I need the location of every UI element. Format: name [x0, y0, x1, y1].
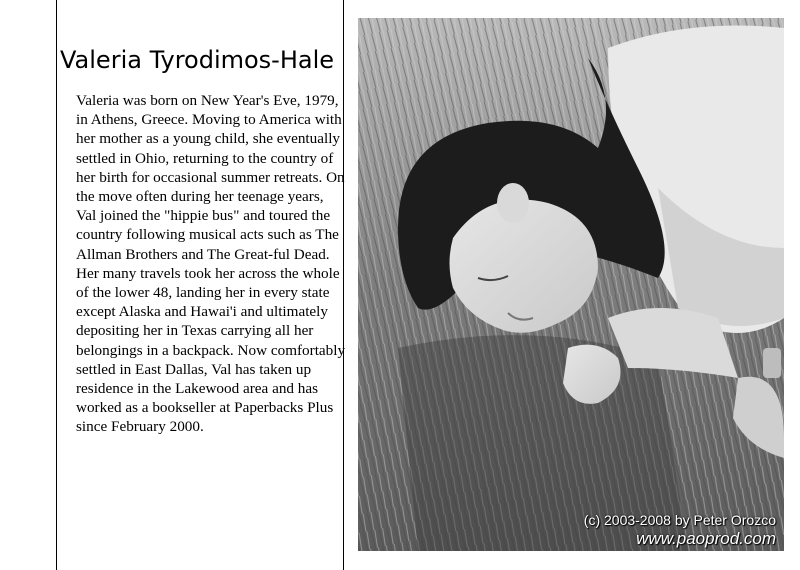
profile-bio: Valeria was born on New Year's Eve, 1979, in Athens, Greece. Moving to America with her mother as a young child, she eventually settled in Ohio, returning to the country of her birth for occasional summer retreats. On the move often during her teenage years, Val joined the "hippie bus" and toured the country following musical acts such as The Allman Brothers and The Great-ful Dead. Her many travels took her across the whole of the lower 48, landing her in every state except Alaska and Hawai'i and ultimately depositing her in Texas carrying all her belongings in a backpack. Now comfortably settled in East Dallas, Val has taken up residence in the Lakewood area and has worked as a bookseller at Paperbacks Plus since February 2000. — [76, 92, 346, 436]
profile-name: Valeria Tyrodimos-Hale — [60, 46, 335, 74]
portrait-image — [358, 18, 784, 551]
photo-credit — [584, 511, 776, 549]
website-text: www.paoprod.com — [636, 529, 776, 548]
portrait-photo — [358, 18, 784, 551]
left-border-line — [56, 0, 57, 570]
copyright-text: (c) 2003-2008 by Peter Orozco — [583, 512, 776, 528]
